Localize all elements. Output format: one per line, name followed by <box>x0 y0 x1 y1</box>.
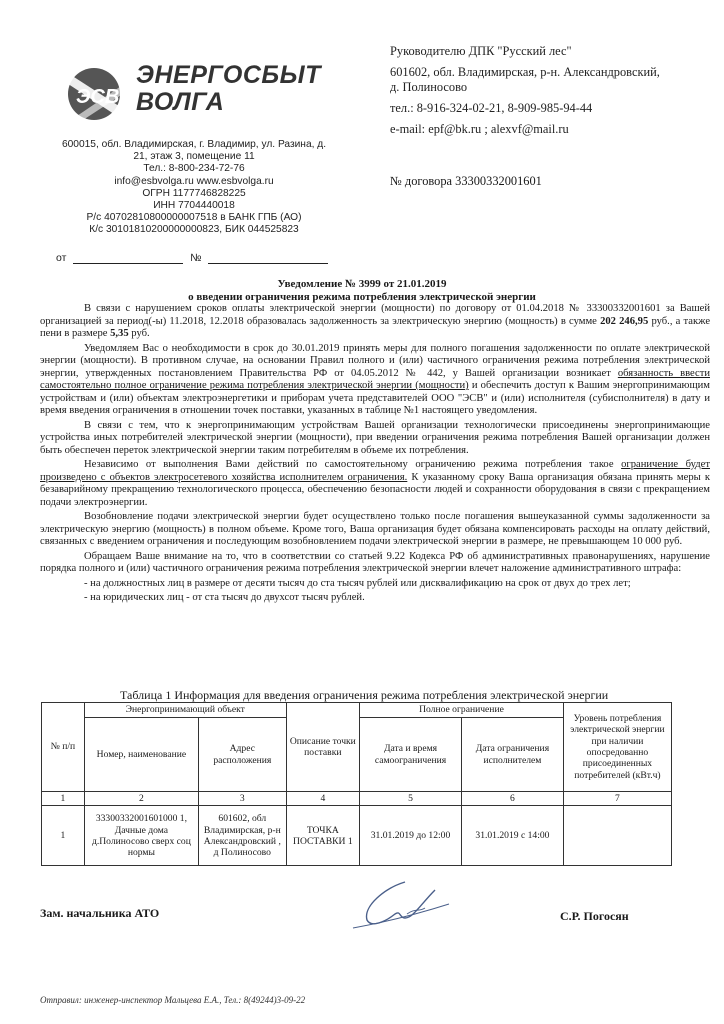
paragraph-penalty: Обращаем Ваше внимание на то, что в соответствии со статьей 9.22 Кодекса РФ об административных правонарушениях, нарушение порядка полного и (или) частичного ограничения режима потребления электрической энергии влечет наложение административного штрафа: <box>40 550 710 574</box>
sender-address-line1: 600015, обл. Владимирская, г. Владимир, ул. Разина, д. <box>61 139 327 150</box>
company-name-line2: ВОЛГА <box>136 88 225 116</box>
sender-web: info@esbvolga.ru www.esbvolga.ru <box>114 175 274 187</box>
paragraph-connected: В связи с тем, что к энергопринимающим устройствам Вашей организации технологически присоединены энергопринимающие устройства иных потребителей электрической энергии (мощности), при введении ограничения режима потребления Вашей организации должен быть обеспечен переток электрической энергии таким потребителям в объеме их потребления. <box>40 419 710 456</box>
paragraph-debt: В связи с нарушением сроков оплаты электрической энергии (мощности) по договору от 01.04.2018 № 33300332001601 за Вашей организацией за период(-ы) 11.2018, 12.2018 образовалась задолженность за электрическую энергию (мощность) в сумме 202 246,95 руб., а также пени в размере 5,35 руб. <box>40 303 711 339</box>
company-name <box>136 62 321 116</box>
logo-badge-text: ЭСВ <box>76 86 120 108</box>
sender-phone: Тел.: 8-800-234-72-76 <box>143 163 245 175</box>
recipient-phone: тел.: 8-916-324-02-21, 8-909-985-94-44 <box>390 101 593 115</box>
column-index-row <box>42 792 672 806</box>
sender-account: Р/с 40702810800000007518 в БАНК ГПБ (АО) <box>86 212 302 224</box>
col-index: 7 <box>563 792 671 806</box>
company-name-line1: ЭНЕРГОСБЫТ <box>136 61 321 89</box>
list-item-officials: - на должностных лиц в размере от десяти тысяч до ста тысяч рублей или дисквалификацию на срок от двух до трех лет; <box>84 577 631 589</box>
sender-inn: ИНН 7704440018 <box>153 200 235 212</box>
table-caption: Таблица 1 Информация для введения ограничения режима потребления электрической энергии <box>120 688 609 702</box>
prepared-by: Отправил: инженер-инспектор Мальцева Е.А., Тел.: 8(49244)3-09-22 <box>40 995 306 1005</box>
header-date-executor: Дата ограничения исполнителем <box>461 718 563 792</box>
document-body <box>40 303 710 607</box>
header-name: Номер, наименование <box>84 718 198 792</box>
from-label: от <box>56 252 67 264</box>
header-datetime-self: Дата и время самоограничения <box>360 718 462 792</box>
row-description: ТОЧКА ПОСТАВКИ 1 <box>286 806 359 866</box>
row-date-executor: 31.01.2019 с 14:00 <box>461 806 563 866</box>
signatory-role: Зам. начальника АТО <box>40 906 160 920</box>
col-index: 1 <box>42 792 85 806</box>
outgoing-ref-line <box>56 252 332 264</box>
recipient-to: Руководителю ДПК "Русский лес" <box>390 44 572 58</box>
paragraph-notice: Уведомляем Вас о необходимости в срок до 30.01.2019 принять меры для полного погашения задолженности по оплате электрической энергии (мощности). В противном случае, на основании Правил полного и (или) частичного ограничения режима потребления электрической энергии, утвержденных постановлением Правительства РФ от 04.05.2012 № 442, у Вашей организации возникает обязанность ввести самостоятельно полное ограничение режима потребления электрической энергии (мощности) и обеспечить доступ к Вашим энергопринимающим устройствам и (или) объектам электроэнергетики и приборам учета представителей ООО "ЭСВ" и (или) исполнителя (субисполнителя) в дату и время введения ограничения в отношении точек поставки, указанных в таблице №1 настоящего уведомления. <box>40 342 710 416</box>
restriction-table <box>41 702 672 866</box>
recipient-block <box>390 44 710 143</box>
header-level: Уровень потребления электрической энергии при наличии опосредованно присоединенных потребителей (кВт.ч) <box>563 703 671 792</box>
number-blank <box>208 253 328 264</box>
recipient-address: 601602, обл. Владимирская, р-н. Александровский, д. Полиносово <box>390 65 660 94</box>
date-blank <box>73 253 183 264</box>
list-item-legal-entities: - на юридических лиц - от ста тысяч до двухсот тысяч рублей. <box>84 592 365 603</box>
row-level <box>563 806 671 866</box>
table-row <box>42 806 672 866</box>
paragraph-resumption: Возобновление подачи электрической энергии будет осуществлено только после погашения вышеуказанной суммы задолженности за электрическую энергию (мощность) в полном объеме. Кроме того, Ваша организация будет обязана компенсировать расходы на оплату действий, связанных с введением ограничения и последующим возобновлением подачи электрической энергии в размере, не превышающем 10 000 руб. <box>40 511 710 547</box>
col-index: 4 <box>286 792 359 806</box>
header-description: Описание точки поставки <box>286 703 359 792</box>
signatory-name: С.Р. Погосян <box>560 909 629 923</box>
header-full-restriction: Полное ограничение <box>360 703 564 718</box>
handwritten-signature <box>345 868 455 938</box>
contract-number: № договора 33300332001601 <box>390 174 542 188</box>
sender-details <box>45 139 343 237</box>
sender-address-line2: 21, этаж 3, помещение 11 <box>133 151 255 163</box>
recipient-email: e-mail: epf@bk.ru ; alexvf@mail.ru <box>390 122 569 136</box>
col-index: 6 <box>461 792 563 806</box>
row-date-self: 31.01.2019 до 12:00 <box>360 806 462 866</box>
header-num: № п/п <box>42 703 85 792</box>
title-line2: о введении ограничения режима потребления электрической энергии <box>188 291 536 303</box>
document-title <box>40 278 684 304</box>
row-num: 1 <box>42 806 85 866</box>
paragraph-restriction: Независимо от выполнения Вами действий по самостоятельному ограничению режима потребления такое ограничение будет произведено с объектов электросетевого хозяйства исполнителем ограничения. К указанному сроку Ваша организация обязана принять меры к безаварийному прекращению технологического процесса, обеспечению безопасности людей и сохранности оборудования в связи с прекращением подачи электроэнергии. <box>40 459 710 508</box>
col-index: 2 <box>84 792 198 806</box>
debt-sum: 202 246,95 <box>600 315 649 327</box>
penalty-sum: 5,35 <box>110 328 129 339</box>
col-index: 3 <box>198 792 286 806</box>
row-name: 33300332001601000 1, Дачные дома д.Полиносово сверх соц нормы <box>84 806 198 866</box>
row-address: 601602, обл Владимирская, р-н Александровский , д Полиносово <box>198 806 286 866</box>
sender-ogrn: ОГРН 1177746828225 <box>142 187 246 199</box>
sender-corr-account: К/с 30101810200000000823, БИК 044525823 <box>89 224 299 236</box>
number-label: № <box>190 252 202 264</box>
logo-emblem-icon <box>56 68 132 122</box>
header-address: Адрес расположения <box>198 718 286 792</box>
col-index: 5 <box>360 792 462 806</box>
title-line1: Уведомление № 3999 от 21.01.2019 <box>277 278 447 290</box>
header-object: Энергопринимающий объект <box>84 703 286 718</box>
